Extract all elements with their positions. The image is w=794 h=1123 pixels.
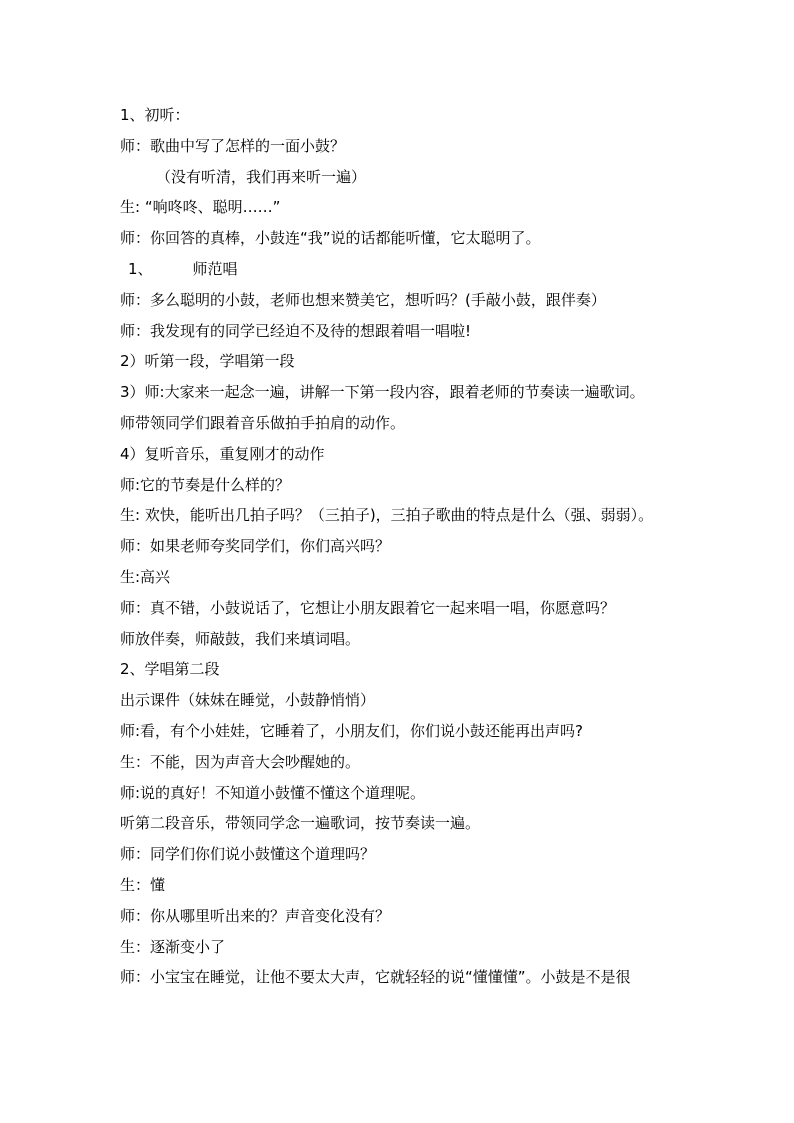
text-line: 师带领同学们跟着音乐做拍手拍肩的动作。 [120, 413, 406, 432]
text-line: 生：懂 [120, 875, 166, 894]
text-line: 师：如果老师夸奖同学们，你们高兴吗？ [120, 537, 391, 556]
text-line: 师：你从哪里听出来的？声音变化没有？ [120, 906, 391, 925]
numbered-heading [120, 254, 720, 285]
text-line: 生: 欢快，能听出几拍子吗？（三拍子)，三拍子歌曲的特点是什么（强、弱弱）。 [120, 506, 654, 525]
text-line: 师：真不错，小鼓说话了，它想让小朋友跟着它一起来唱一唱，你愿意吗？ [120, 598, 616, 617]
text-line: 师:看，有个小娃娃，它睡着了，小朋友们，你们说小鼓还能再出声吗? [120, 721, 584, 740]
text-line: 听第二段音乐，带领同学念一遍歌词，按节奏读一遍。 [120, 814, 481, 833]
text-line: 师：小宝宝在睡觉，让他不要太大声，它就轻轻的说“懂懂懂”。小鼓是不是很 [120, 968, 631, 987]
text-line: 师：你回答的真棒，小鼓连“我”说的话都能听懂，它太聪明了。 [120, 229, 541, 248]
text-line: 1、初听： [120, 106, 190, 124]
text-line: 师:说的真好！不知道小鼓懂不懂这个道理呢。 [120, 783, 426, 802]
list-number: 1、 [128, 259, 153, 278]
text-line: 生：逐渐变小了 [120, 937, 226, 956]
text-line: （没有听清，我们再来听一遍） [156, 167, 367, 186]
document-body [120, 100, 720, 993]
text-line: 师:它的节奏是什么样的？ [120, 475, 291, 494]
text-line: 生:高兴 [120, 567, 171, 586]
text-line: 师：我发现有的同学已经迫不及待的想跟着唱一唱啦! [120, 321, 472, 340]
heading-text: 师范唱 [192, 259, 238, 278]
text-line: 师放伴奏，师敲鼓，我们来填词唱。 [120, 629, 361, 648]
text-line: 2、学唱第二段 [120, 660, 220, 679]
text-line: 生：不能，因为声音大会吵醒她的。 [120, 752, 361, 771]
text-line: 生: “响咚咚、聪明……” [120, 198, 281, 217]
text-line: 师：歌曲中写了怎样的一面小鼓？ [120, 136, 346, 155]
text-line: 4）复听音乐，重复刚才的动作 [120, 444, 325, 463]
text-line: 2）听第一段，学唱第一段 [120, 352, 295, 371]
text-line: 3）师:大家来一起念一遍，讲解一下第一段内容，跟着老师的节奏读一遍歌词。 [120, 383, 645, 402]
text-line: 出示课件（妹妹在睡觉，小鼓静悄悄） [120, 691, 376, 710]
text-line: 师：多么聪明的小鼓，老师也想来赞美它，想听吗？(手敲小鼓，跟伴奏） [120, 290, 606, 309]
text-line: 师：同学们你们说小鼓懂这个道理吗？ [120, 845, 376, 864]
